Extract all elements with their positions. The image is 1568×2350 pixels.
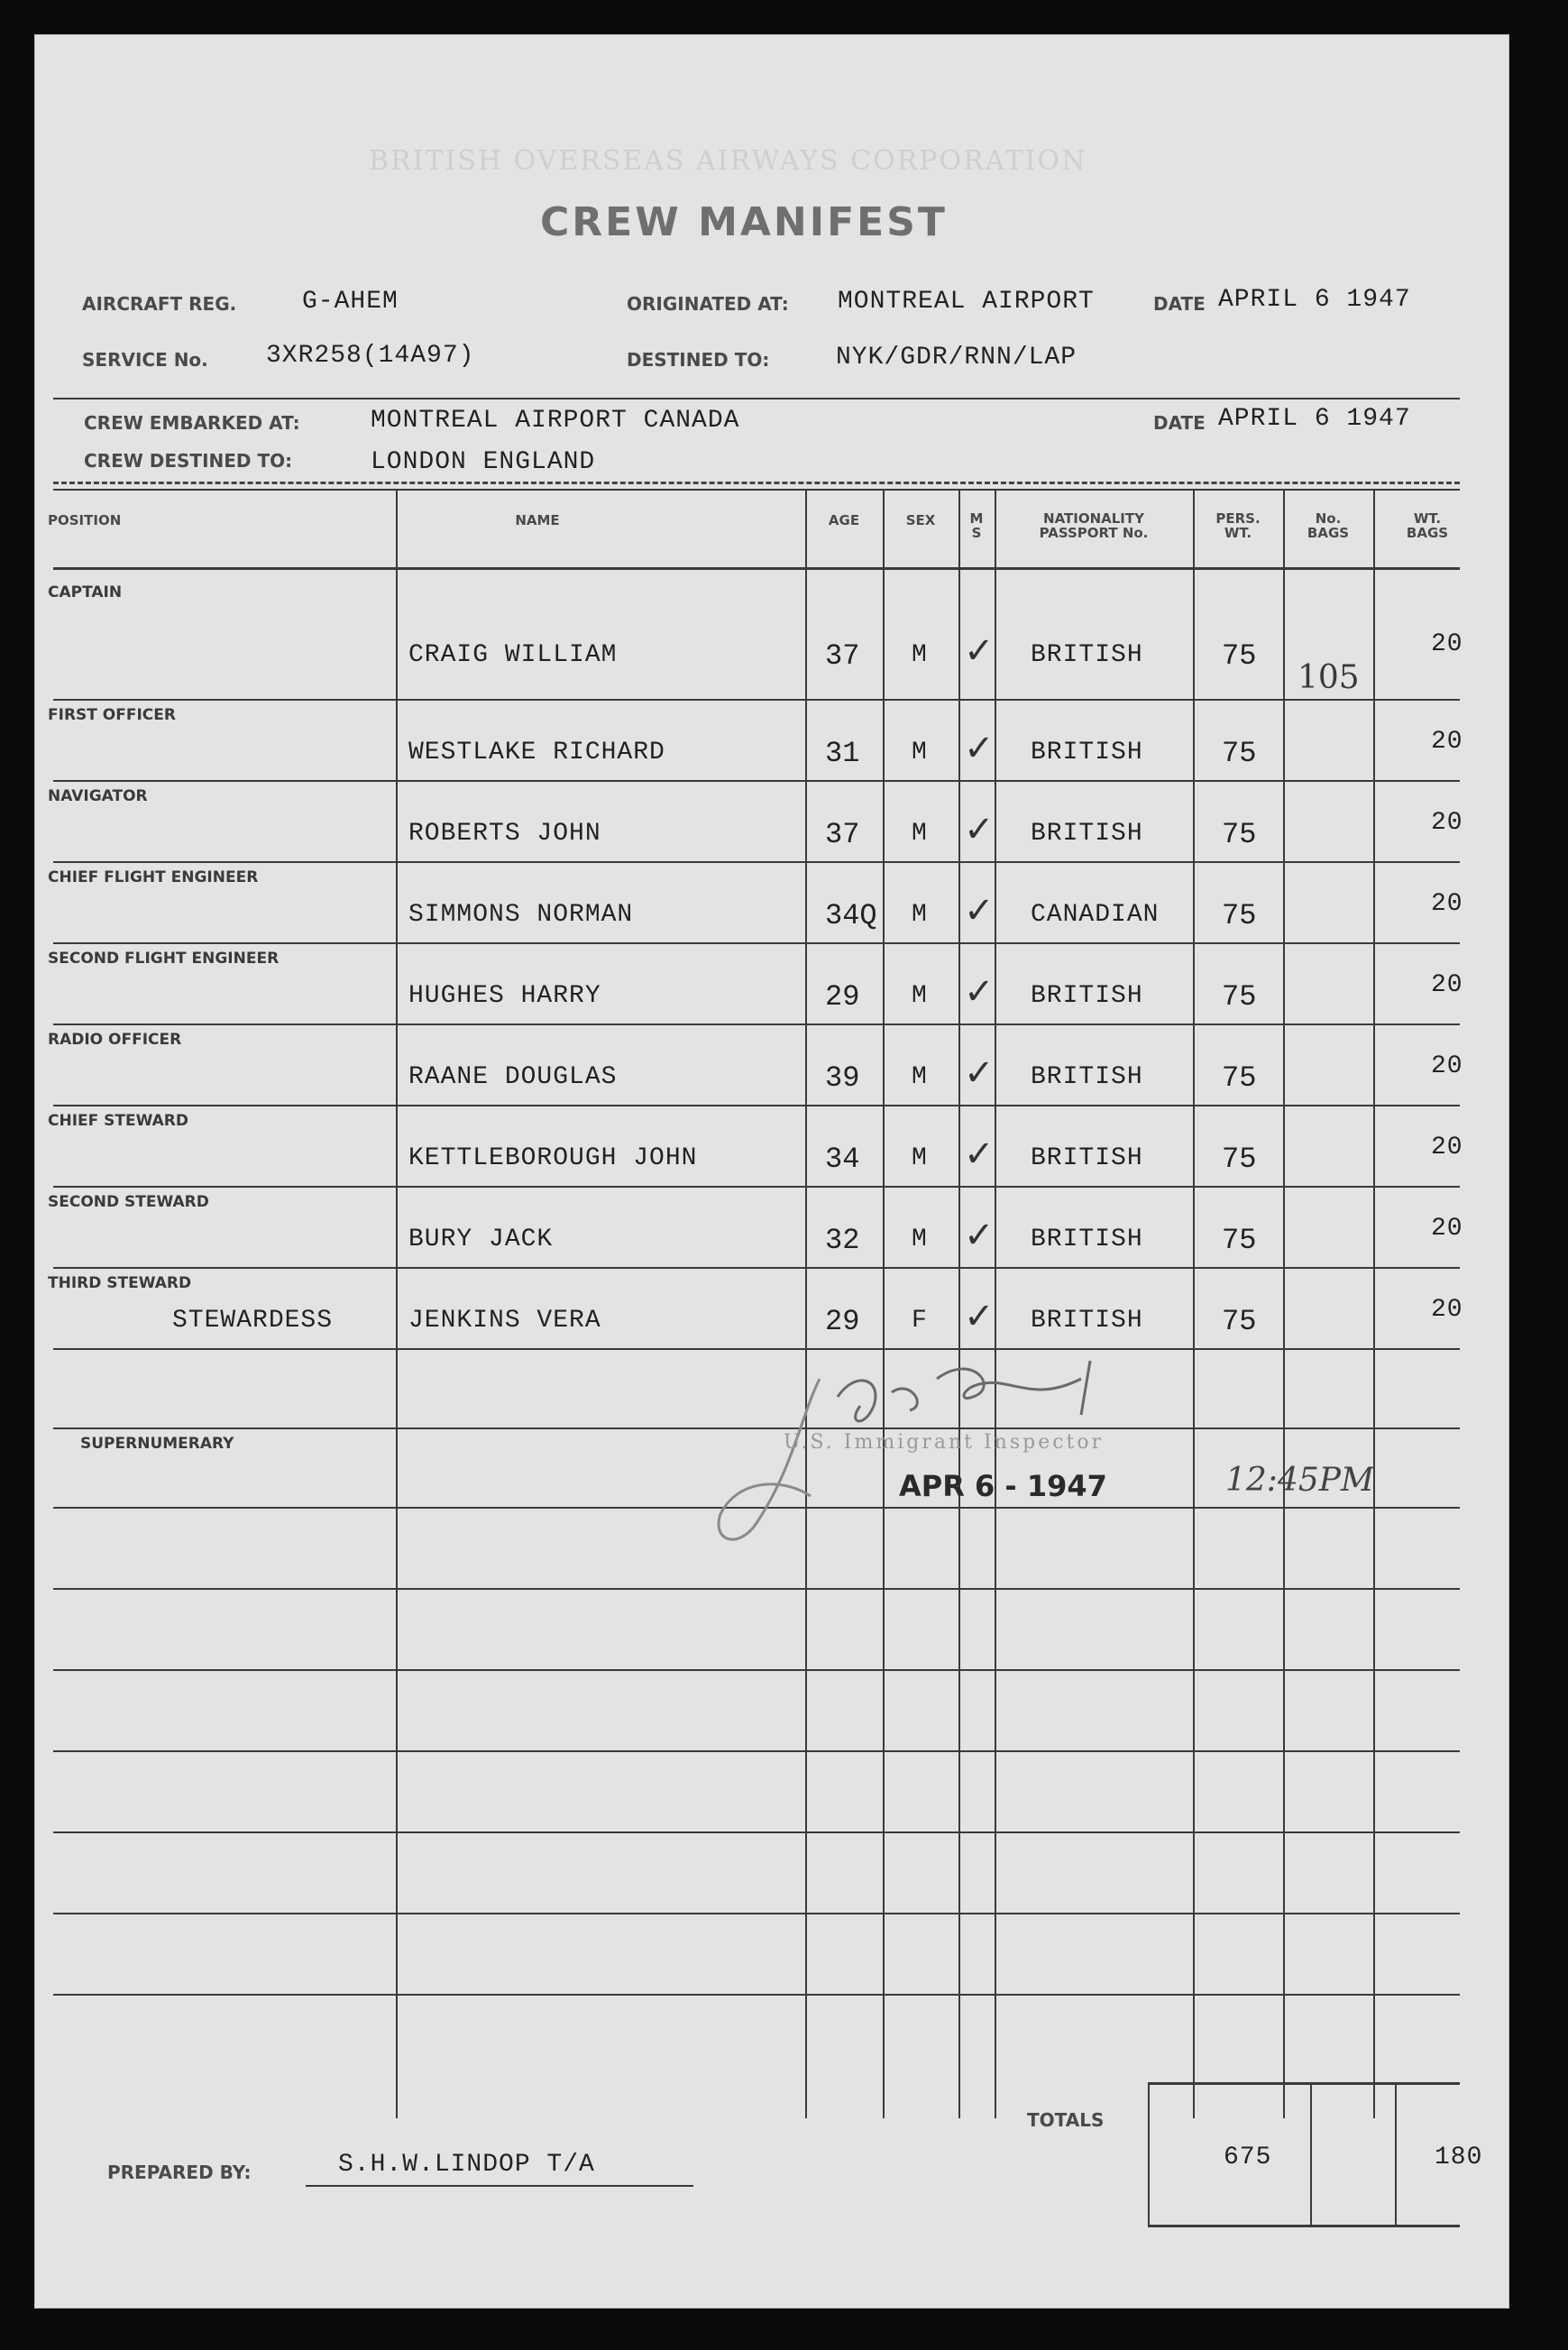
col-sex: SEX xyxy=(905,512,936,528)
grid-line xyxy=(805,491,807,2118)
grid-line xyxy=(1373,491,1375,2118)
crew-pers-wt: 75 xyxy=(1222,899,1257,932)
crew-age: 34Q xyxy=(825,899,877,932)
divider xyxy=(53,398,1460,399)
grid-line xyxy=(958,491,960,2118)
dashed-divider xyxy=(53,482,1460,484)
col-ms: M S xyxy=(969,510,984,541)
col-wt-bags: WT. BAGS xyxy=(1406,510,1449,541)
crew-age: 39 xyxy=(825,1061,860,1095)
check-mark-icon: ✓ xyxy=(964,971,995,1013)
destined-value: NYK/GDR/RNN/LAP xyxy=(836,344,1077,372)
grid-line xyxy=(53,1750,1460,1752)
crew-nationality: BRITISH xyxy=(1031,820,1143,848)
originated-value: MONTREAL AIRPORT xyxy=(838,288,1095,316)
no-bags-written: 105 xyxy=(1297,659,1360,696)
prepared-value: S.H.W.LINDOP T/A xyxy=(338,2151,595,2179)
crew-name: BURY JACK xyxy=(408,1225,554,1253)
grid-line xyxy=(53,567,1460,570)
crew-pers-wt: 75 xyxy=(1222,639,1257,673)
crew-pers-wt: 75 xyxy=(1222,1143,1257,1176)
crew-sex: M xyxy=(912,739,928,767)
grid-line xyxy=(53,699,1460,701)
page-title: CREW MANIFEST xyxy=(540,199,948,245)
crew-nationality: BRITISH xyxy=(1031,641,1143,669)
destined-label: DESTINED TO: xyxy=(627,349,770,371)
crew-sex: M xyxy=(912,1225,928,1253)
crew-age: 32 xyxy=(825,1224,860,1257)
crew-position-label: CHIEF FLIGHT ENGINEER xyxy=(48,868,259,886)
crew-wt-bags: 20 xyxy=(1431,890,1463,918)
grid-line xyxy=(53,1024,1460,1025)
totals-wt-bags: 180 xyxy=(1435,2143,1483,2171)
check-mark-icon: ✓ xyxy=(964,630,995,672)
check-mark-icon: ✓ xyxy=(964,1052,995,1094)
manifest-sheet xyxy=(34,34,1509,2309)
crew-name: KETTLEBOROUGH JOHN xyxy=(408,1144,698,1172)
grid-line xyxy=(53,1669,1460,1671)
grid-line xyxy=(53,1831,1460,1833)
crew-name: CRAIG WILLIAM xyxy=(408,641,618,669)
col-nationality: NATIONALITY PASSPORT No. xyxy=(1039,510,1149,541)
grid-line xyxy=(1148,2225,1460,2227)
crew-pers-wt: 75 xyxy=(1222,1305,1257,1338)
prepared-underline xyxy=(306,2185,693,2187)
grid-line xyxy=(1395,2082,1397,2226)
grid-line xyxy=(995,491,996,2118)
originated-label: ORIGINATED AT: xyxy=(627,293,789,315)
crew-position-typed: STEWARDESS xyxy=(172,1307,334,1335)
supernumerary-label: SUPERNUMERARY xyxy=(80,1435,234,1453)
crew-wt-bags: 20 xyxy=(1431,630,1463,658)
grid-line xyxy=(1283,491,1285,2118)
check-mark-icon: ✓ xyxy=(964,890,995,932)
check-mark-icon: ✓ xyxy=(964,1215,995,1256)
grid-line xyxy=(1310,2082,1312,2226)
crew-sex: M xyxy=(912,1063,928,1091)
crew-age: 34 xyxy=(825,1143,860,1176)
grid-line xyxy=(53,1267,1460,1269)
organization-name: BRITISH OVERSEAS AIRWAYS CORPORATION xyxy=(369,145,1087,177)
crew-position-label: CAPTAIN xyxy=(48,583,123,601)
crew-pers-wt: 75 xyxy=(1222,818,1257,851)
grid-line xyxy=(53,861,1460,863)
crew-pers-wt: 75 xyxy=(1222,1061,1257,1095)
crew-age: 37 xyxy=(825,639,860,673)
crew-wt-bags: 20 xyxy=(1431,1296,1463,1324)
check-mark-icon: ✓ xyxy=(964,809,995,850)
embarked-date-label: DATE xyxy=(1153,412,1206,434)
inspector-text: U.S. Immigrant Inspector xyxy=(784,1431,1105,1454)
stamp-date: APR 6 - 1947 xyxy=(899,1469,1107,1503)
crew-wt-bags: 20 xyxy=(1431,1215,1463,1243)
col-name: NAME xyxy=(515,512,560,528)
crew-sex: M xyxy=(912,901,928,929)
grid-line xyxy=(53,780,1460,782)
grid-line xyxy=(53,1994,1460,1996)
crew-position-label: CHIEF STEWARD xyxy=(48,1112,188,1130)
crew-age: 29 xyxy=(825,980,860,1014)
crew-sex: M xyxy=(912,1144,928,1172)
crew-nationality: BRITISH xyxy=(1031,982,1143,1010)
crew-position-label: NAVIGATOR xyxy=(48,787,148,805)
crew-position-label: FIRST OFFICER xyxy=(48,706,176,724)
grid-line xyxy=(1193,491,1195,2118)
check-mark-icon: ✓ xyxy=(964,1296,995,1337)
crew-wt-bags: 20 xyxy=(1431,971,1463,999)
check-mark-icon: ✓ xyxy=(964,728,995,769)
stamp-note: 12:45PM xyxy=(1225,1462,1374,1499)
grid-line xyxy=(53,1913,1460,1914)
crew-position-label: SECOND STEWARD xyxy=(48,1193,209,1211)
totals-label: TOTALS xyxy=(1027,2109,1105,2131)
date-value: APRIL 6 1947 xyxy=(1218,286,1411,314)
aircraft-reg-value: G-AHEM xyxy=(302,288,399,316)
crew-nationality: BRITISH xyxy=(1031,1063,1143,1091)
crew-wt-bags: 20 xyxy=(1431,809,1463,837)
col-age: AGE xyxy=(828,512,860,528)
col-no-bags: No. BAGS xyxy=(1307,510,1350,541)
crew-sex: F xyxy=(912,1307,928,1335)
crew-name: SIMMONS NORMAN xyxy=(408,901,634,929)
crew-name: WESTLAKE RICHARD xyxy=(408,739,665,767)
grid-line xyxy=(53,1105,1460,1106)
col-position: POSITION xyxy=(48,512,122,528)
crew-name: JENKINS VERA xyxy=(408,1307,601,1335)
crew-sex: M xyxy=(912,641,928,669)
crew-pers-wt: 75 xyxy=(1222,1224,1257,1257)
grid-line xyxy=(53,1186,1460,1188)
crew-position-label: SECOND FLIGHT ENGINEER xyxy=(48,950,280,968)
table-top-line xyxy=(53,489,1460,491)
crew-wt-bags: 20 xyxy=(1431,1052,1463,1080)
crew-nationality: BRITISH xyxy=(1031,1144,1143,1172)
prepared-label: PREPARED BY: xyxy=(107,2162,252,2183)
service-label: SERVICE No. xyxy=(82,349,208,371)
crew-name: ROBERTS JOHN xyxy=(408,820,601,848)
inspector-signature xyxy=(702,1343,1243,1568)
grid-line xyxy=(396,491,398,2118)
crew-position-label: THIRD STEWARD xyxy=(48,1274,192,1292)
crew-pers-wt: 75 xyxy=(1222,980,1257,1014)
totals-pers-wt: 675 xyxy=(1224,2143,1272,2171)
grid-line xyxy=(1148,2082,1150,2226)
crew-pers-wt: 75 xyxy=(1222,737,1257,770)
grid-line xyxy=(53,942,1460,944)
embarked-value: MONTREAL AIRPORT CANADA xyxy=(371,407,740,435)
aircraft-reg-label: AIRCRAFT REG. xyxy=(82,293,237,315)
crew-name: HUGHES HARRY xyxy=(408,982,601,1010)
check-mark-icon: ✓ xyxy=(964,1134,995,1175)
grid-line xyxy=(1148,2082,1460,2085)
crew-nationality: CANADIAN xyxy=(1031,901,1160,929)
grid-line xyxy=(883,491,885,2118)
crew-sex: M xyxy=(912,820,928,848)
date-label: DATE xyxy=(1153,293,1206,315)
crew-name: RAANE DOUGLAS xyxy=(408,1063,618,1091)
crew-sex: M xyxy=(912,982,928,1010)
crew-destined-value: LONDON ENGLAND xyxy=(371,448,596,476)
crew-nationality: BRITISH xyxy=(1031,1307,1143,1335)
crew-age: 31 xyxy=(825,737,860,770)
crew-age: 29 xyxy=(825,1305,860,1338)
service-value: 3XR258(14A97) xyxy=(266,342,475,370)
crew-wt-bags: 20 xyxy=(1431,728,1463,756)
crew-nationality: BRITISH xyxy=(1031,739,1143,767)
crew-age: 37 xyxy=(825,818,860,851)
embarked-date-value: APRIL 6 1947 xyxy=(1218,405,1411,433)
crew-wt-bags: 20 xyxy=(1431,1134,1463,1161)
col-pers-wt: PERS. WT. xyxy=(1215,510,1261,541)
crew-destined-label: CREW DESTINED TO: xyxy=(84,450,293,472)
crew-nationality: BRITISH xyxy=(1031,1225,1143,1253)
crew-position-label: RADIO OFFICER xyxy=(48,1031,182,1049)
grid-line xyxy=(53,1588,1460,1590)
embarked-label: CREW EMBARKED AT: xyxy=(84,412,300,434)
